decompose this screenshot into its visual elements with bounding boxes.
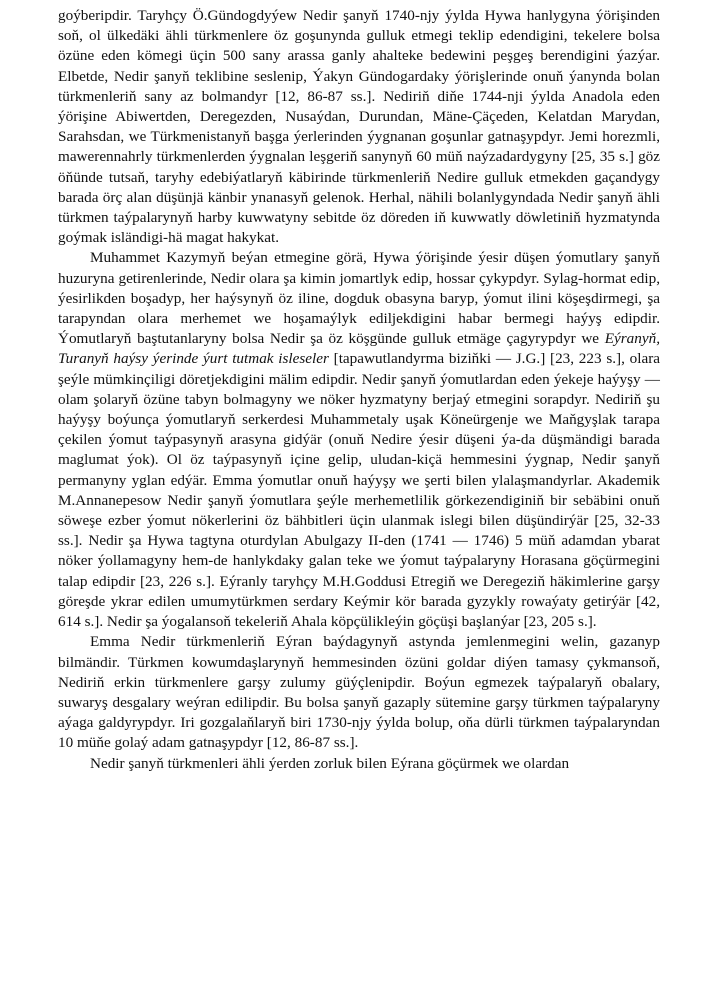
paragraph-2 (58, 248, 660, 632)
paragraph-4: Nedir şanyň türkmenleri ähli ýerden zorluk bilen Eýrana göçürmek we olardan (90, 754, 570, 772)
paragraph-2-text-before: Muhammet Kazymyň beýan etmegine görä, Hywa ýörişinde ýesir düşen ýomutlary şanyň huzuryna getirenlerinde, Nedir olara şa kimin jomartlyk edip, hossar çykypdyr. Sylag-hormat edip, ýesirlikden boşadyp, her haýsynyň öz iline, dogduk obasyna baryp, ýomut ilini köşeşdirmegi, şa tarapyndan olara merhemet we hoşamaýlyk ediljekdigini habar bermegi haýyş edipdir. Ýomutlaryň baştutanlaryny bolsa Nedir şa öz köşgünde gulluk etmäge çagyrypdyr we (58, 249, 660, 348)
paragraph-3: Emma Nedir türkmenleriň Eýran baýdagynyň astynda jemlenmegini welin, gazanyp bilmändir. Türkmen kowumdaşlarynyň hemmesinden özüni goldar diýen tamasy çykmansoň, Nediriň erkin türkmenlere garşy zulumy güýçlenipdir. Boýun egmezek taýpalaryň obalary, suwaryş desgalary weýran edilipdir. Bu bolsa şanyň gazaply sütemine garşy türkmen taýpalaryny aýaga galdyrypdyr. Iri gozgalaňlaryň biri 1730-njy ýylda bolup, oňa dürli türkmen taýpalaryndan 10 müňe golaý adam gatnaşypdyr [12, 86-87 ss.]. (58, 633, 660, 752)
paragraph-2-text-after: [tapawutlandyrma biziňki — J.G.] [23, 223 s.], olara şeýle mümkinçiligi döretjekdigini mälim edipdir. Nedir şanyň ýomutlardan eden ýekeje haýyşy — olam şolaryň özüne tabyn bolmagyny we nöker hyzmatyny berjaý etmegini sorapdyr. Nediriň şu haýyşy boýunça ýomutlaryň serkerdesi Muhammetaly uşak Köneürgenje we Maňgyşlak tarapa çekilen ýomut taýpasynyň arasyna gidýär (onuň Nedire ýesir düşeni ýa-da düşmändigi barada maglumat ýok). Ol öz taýpasynyň içine gelip, uludan-kiçä hemmesini ýygnap, Nedir şanyň permanyny yglan edýär. Emma ýomutlar onuň haýyşy we şerti bilen ylalaşmandyrlar. Akademik M.Annanepesow Nedir şanyň ýomutlara şeýle merhemetlilik görkezendiginiň bir sebäbini onuň söweşe ezber ýomut nökerlerini öz bähbitleri üçin ulanmak islegi bilen düşündirýär [25, 32-33 ss.]. Nedir şa Hywa tagtyna oturdylan Abulgazy II-den (1741 — 1746) 5 müň adamdan ybarat nöker ýollamagyny hem-de hanlykdaky galan teke we ýomut taýpalaryny Horasana göçürmegini talap edipdir [23, 226 s.]. Eýranly taryhçy M.H.Goddusi Etregiň we Deregeziň häkimlerine garşy göreşde ykrar edilen umumytürkmen serdary Keýmir kör barada gyzykly rowaýaty getirýär [42, 614 s.]. Nedir şa ýogalansoň tekeleriň Ahala köpçülikleýin göçüşi başlanýar [23, 205 s.]. (58, 350, 661, 631)
document-page (58, 6, 660, 774)
paragraph-1: goýberipdir. Taryhçy Ö.Gündogdyýew Nedir şanyň 1740-njy ýylda Hywa hanlygyna ýörişinden soň, ol ülkedäki ähli türkmenlere öz goşunynda gulluk etmegi teklip edendigini, tekelere bolsa özüne eden kömegi üçin 500 sany arassa ganly ahalteke bedewini peşgeş berendigini ýazýar. Elbetde, Nedir şanyň teklibine seslenip, Ýakyn Gündogardaky ýörişlerinde onuň ýanynda bolan türkmenleriň sany az bolmandyr [12, 86-87 ss.]. Nediriň diňe 1744-nji ýylda Anadola eden ýörişine Abiwertden, Deregezden, Nusaýdan, Durundan, Mäne-Çäçeden, Kelatdan Marydan, Sarahsdan, we Türkmenistanyň başga ýerlerinden ýygnanan goşunlar gatnaşypdyr. Jemi horezmli, mawerennahrly türkmenlerden ýygnalan leşgeriň sanynyň 60 müň naýzadardygyny [25, 35 s.] göz öňünde tutsaň, taryhy edebiýatlaryň käbirinde türkmenleriň Nedire gulluk etmekden gaçandygy barada örç alan düşünjä känbir ynanasyň gelenok. Herhal, nähili bolanlygyndada Nedir şanyň ähli türkmen taýpalarynyň harby kuwwatyny sebitde öz döreden iň kuwwatly döwletiniň hyzmatynda goýmak isländigi-hä magat hakykat. (58, 7, 660, 247)
paragraph-2-italic-quote: Eýranyň, Turanyň haýsy ýerinde ýurt tutmak isleseler (58, 330, 660, 368)
